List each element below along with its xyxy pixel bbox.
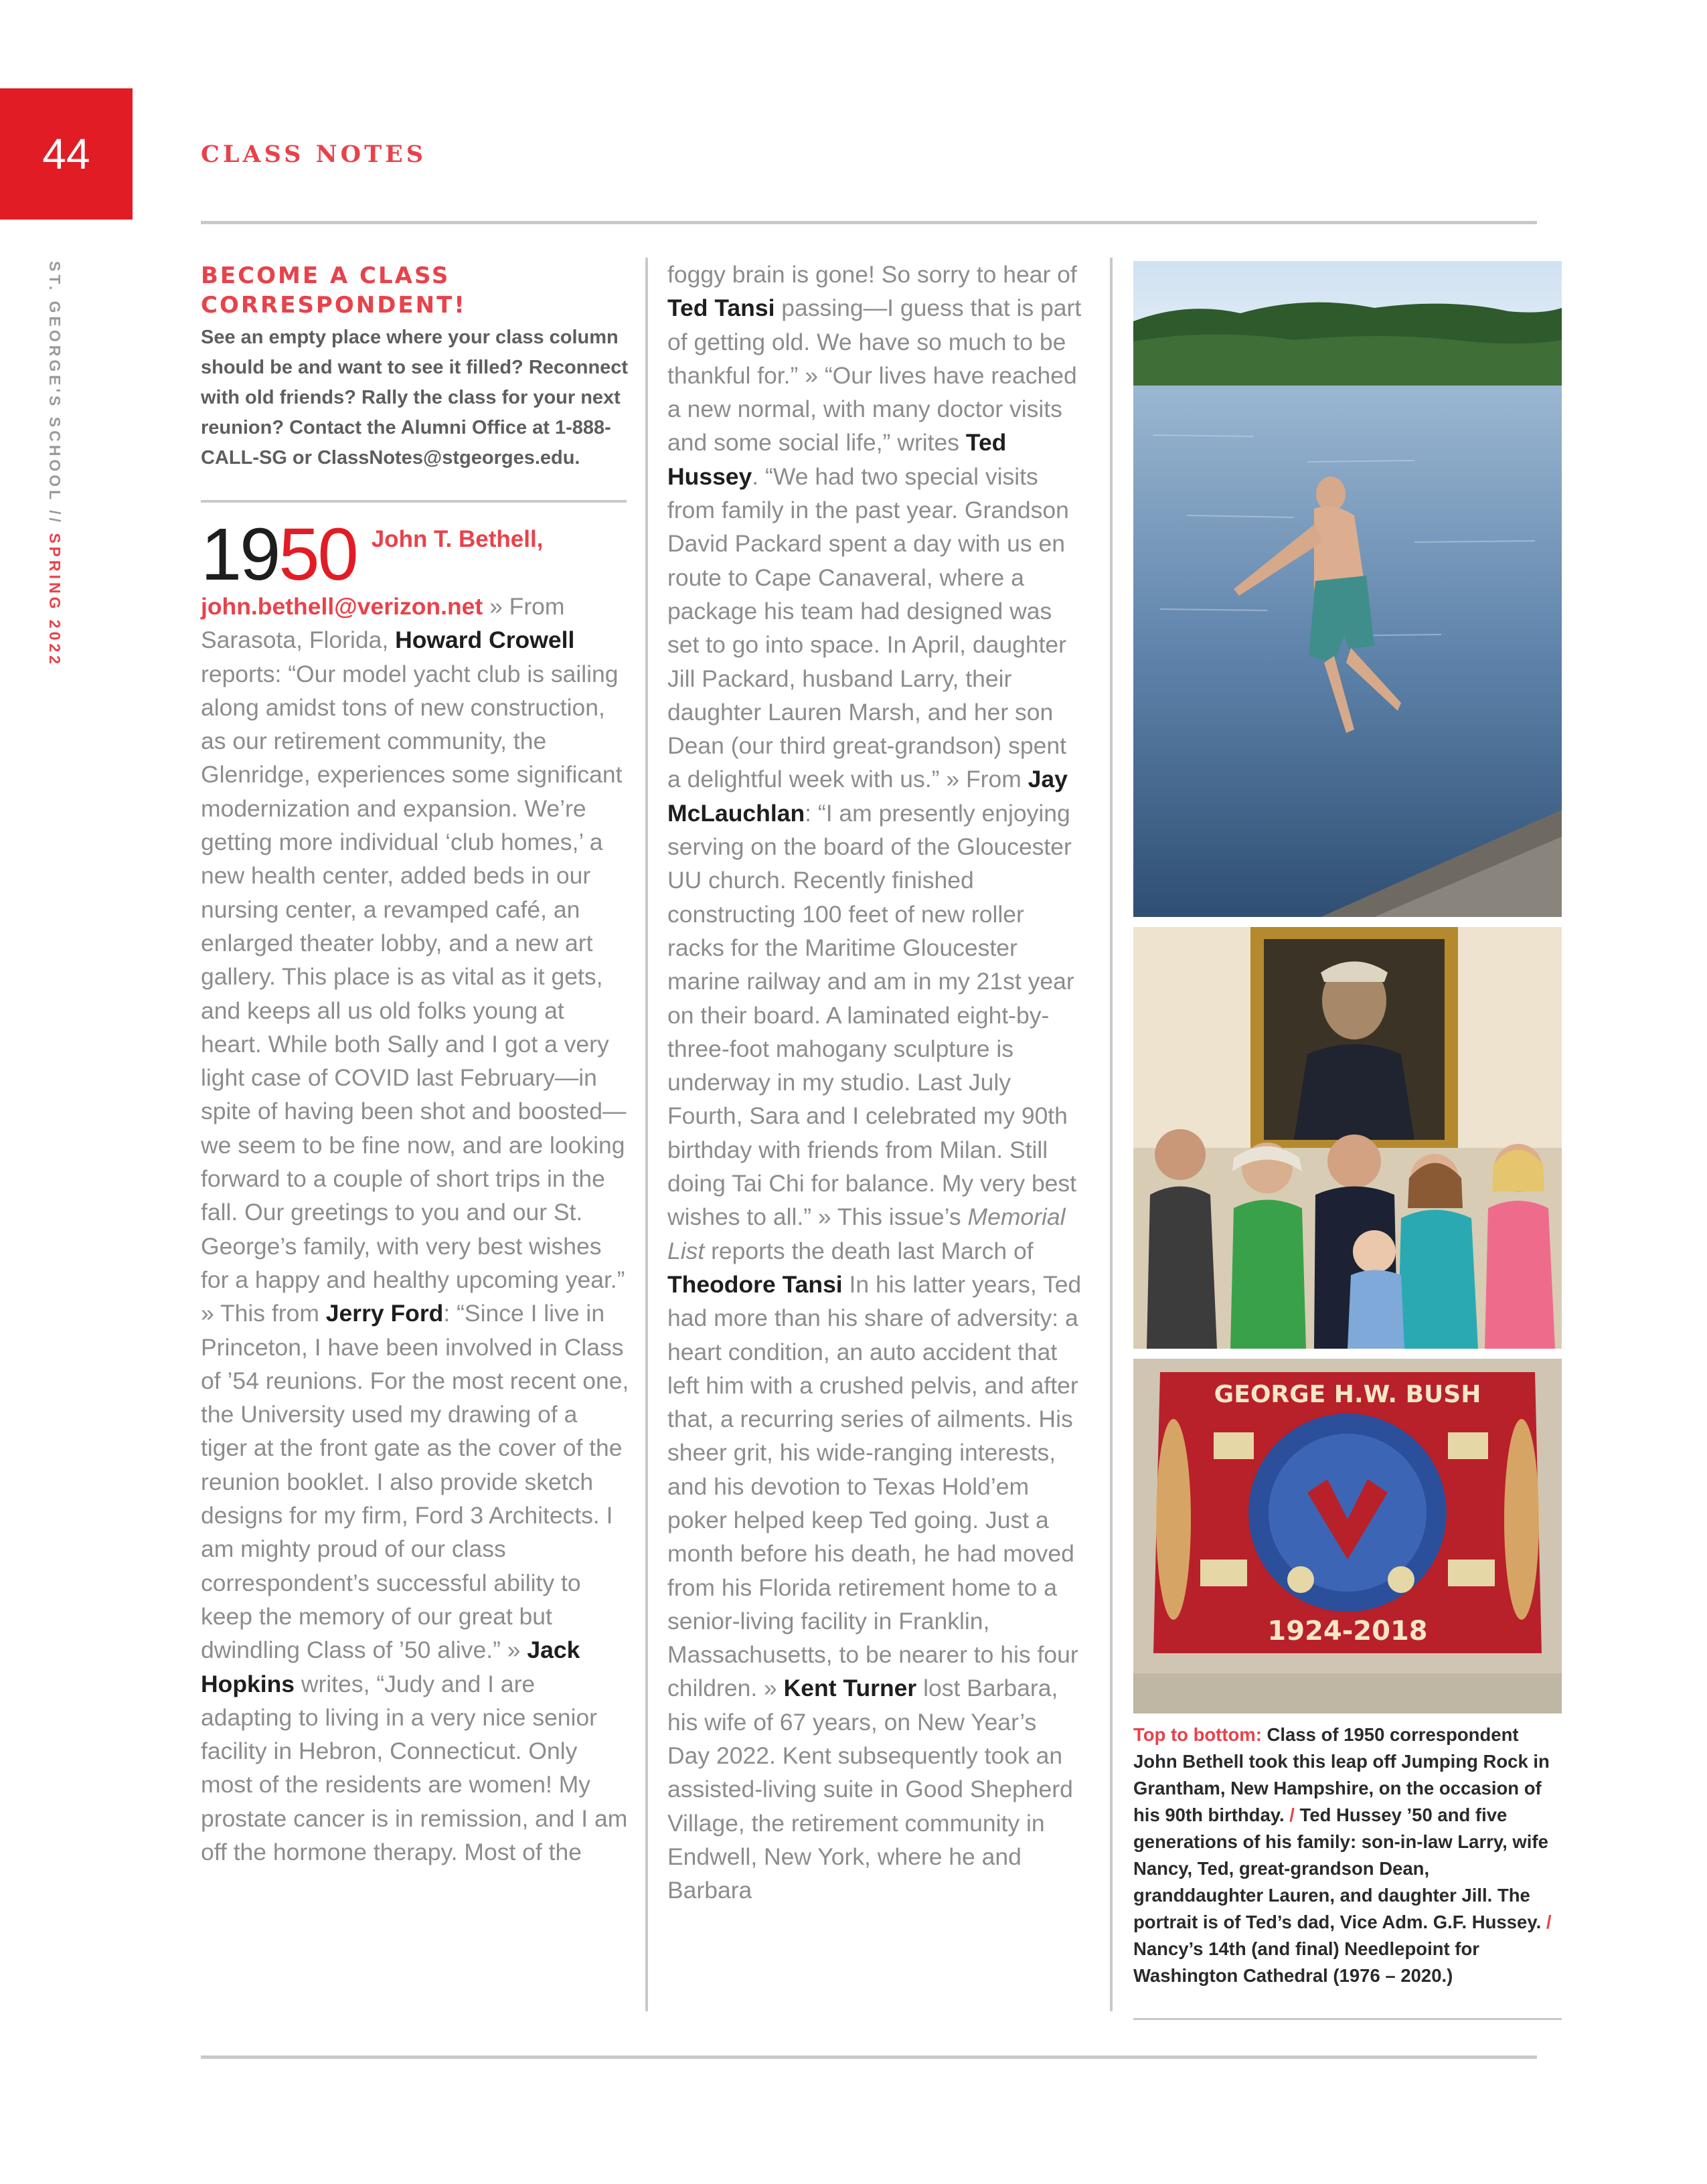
- class-heading: [201, 513, 629, 596]
- class-year-prefix: 19: [201, 513, 279, 596]
- correspondent-name: John T. Bethell,: [371, 526, 544, 552]
- classmate-name: Jerry Ford: [325, 1300, 444, 1327]
- column-1: [201, 261, 629, 1869]
- column-divider: [645, 258, 648, 2011]
- caption-lead: Top to bottom:: [1133, 1724, 1262, 1745]
- classmate-name: Jack Hopkins: [201, 1636, 580, 1697]
- needlepoint-banner-text: GEORGE H.W. BUSH: [1214, 1381, 1481, 1408]
- callout-body: See an empty place where your class column should be and want to see it filled? Reconnect with old friends? Rally the class for your next reunion? Contact the Alumni Office at 1-888-CALL-SG or ClassNotes@stgeorges.edu.: [201, 327, 629, 469]
- photo-lake-jump: [1133, 261, 1562, 917]
- classmate-name: Ted Tansi: [667, 295, 775, 322]
- class-year: [201, 513, 357, 596]
- note-text: passing—I guess that is part of getting old. We have so much to be thankful for.” » “Our lives have reached a new normal, with many doctor visits and some social life,” writes: [667, 295, 1082, 456]
- column-2: [667, 258, 1082, 1908]
- note-text: reports: “Our model yacht club is sailing along amidst tons of new construction, as our retirement community, the Glenridge, experiences some significant modernization and expansion. We’re getting more individual ‘club homes,’ a new health center, added beds in our nursing center, a revamped café, an enlarged theater lobby, and a new art gallery. This place is as vital as it gets, and keeps all us old folks young at heart. While both Sally and I got a very light case of COVID last February—in spite of having been shot and boosted—we seem to be fine now, and are looking forward to a couple of short trips in the fall. Our greetings to you and our St. George’s family, with very best wishes for a happy and healthy upcoming year.” » This from: [201, 660, 627, 1327]
- classmate-name: Theodore Tansi: [667, 1270, 843, 1298]
- note-text: reports the death last March of: [704, 1237, 1034, 1264]
- issue-label: SPRING 2022: [46, 533, 64, 668]
- note-text: writes, “Judy and I are adapting to living in a very nice senior facility in Hebron, Connecticut. Only most of the residents are women! My prostate cancer is in remission, and I am off the hormone therapy. Most of the: [201, 1670, 628, 1865]
- header-rule: [201, 221, 1537, 224]
- note-text: : “Since I live in Princeton, I have been involved in Class of ’54 reunions. For the most recent one, the University used my drawing of a tiger at the front gate as the cover of the reunion booklet. I also provide sketch designs for my firm, Ford 3 Architects. I am mighty proud of our class correspondent’s successful ability to keep the memory of our great but dwindling Class of ’50 alive.” »: [201, 1300, 629, 1664]
- side-separator: //: [46, 510, 64, 525]
- caption-rule: [1133, 2018, 1562, 2020]
- photo-caption: [1133, 1721, 1562, 1989]
- caption-part: Nancy’s 14th (and final) Needlepoint for Washington Cathedral (1976 – 2020.): [1133, 1938, 1479, 1986]
- caption-part: Ted Hussey ’50 and five generations of his family: son-in-law Larry, wife Nancy, Ted, great-grandson Dean, granddaughter Lauren, and daughter Jill. The portrait is of Ted’s dad, Vice Adm. G.F. Hussey.: [1133, 1804, 1548, 1932]
- class-year-suffix: 50: [278, 513, 357, 596]
- caption-part: Class of 1950 correspondent John Bethell took this leap off Jumping Rock in Grantham, New Hampshire, on the occasion of his 90th birthday.: [1133, 1724, 1550, 1825]
- class-note-text-1: [201, 590, 629, 1869]
- classmate-name: Howard Crowell: [395, 626, 575, 654]
- photo-family-portrait: [1133, 927, 1562, 1349]
- classmate-name: Ted Hussey: [667, 429, 1007, 490]
- note-text: : “I am presently enjoying serving on the board of the Gloucester UU church. Recently finished constructing 100 feet of new roller racks for the Maritime Gloucester marine railway and am in my 21st year on their board. A laminated eight-by-three-foot mahogany sculpture is underway in my studio. Last July Fourth, Sara and I celebrated my 90th birthday with friends from Milan. Still doing Tai Chi for balance. My very best wishes to all.” » This issue’s: [667, 799, 1077, 1231]
- correspondent-email[interactable]: john.bethell@verizon.net: [201, 593, 483, 620]
- note-text: foggy brain is gone! So sorry to hear of: [667, 261, 1077, 288]
- callout-heading: BECOME A CLASS CORRESPONDENT!: [201, 262, 467, 319]
- note-text: » From Sarasota, Florida,: [201, 593, 565, 654]
- needlepoint-years: 1924-2018: [1267, 1616, 1428, 1647]
- column-divider: [1110, 258, 1113, 2011]
- publication-name: ST. GEORGE'S SCHOOL: [46, 261, 64, 503]
- photo-needlepoint: [1133, 1359, 1562, 1713]
- note-text: lost Barbara, his wife of 67 years, on New Year’s Day 2022. Kent subsequently took an assisted-living suite in Good Shepherd Village, the retirement community in Endwell, New York, where he and Barbara: [667, 1675, 1073, 1904]
- section-label: CLASS NOTES: [201, 141, 427, 168]
- caption-separator: /: [1289, 1804, 1295, 1825]
- memorial-list-reference: Memorial List: [667, 1203, 1066, 1264]
- callout-divider: [201, 500, 627, 503]
- note-text: In his latter years, Ted had more than his share of adversity: a heart condition, an auto accident that left him with a crushed pelvis, and after that, a recurring series of ailments. His sheer grit, his wide-ranging interests, and his devotion to Texas Hold’em poker helped keep Ted going. Just a month before his death, he had moved from his Florida retirement home to a senior-living facility in Franklin, Massachusetts, to be nearer to his four children. »: [667, 1270, 1082, 1702]
- page-number: 44: [0, 88, 133, 220]
- family-illustration: [1133, 927, 1562, 1349]
- note-text: . “We had two special visits from family in the past year. Grandson David Packard spent a day with us en route to Cape Canaveral, where a package his team had designed was set to go into space. In April, daughter Jill Packard, husband Larry, their daughter Lauren Marsh, and her son Dean (our third great-grandson) spent a delightful week with us.” » From: [667, 463, 1069, 793]
- lake-jump-illustration: [1133, 261, 1562, 917]
- footer-rule: [201, 2055, 1537, 2059]
- class-note-text-2: [667, 258, 1082, 1908]
- correspondent: [372, 520, 544, 556]
- classmate-name: Kent Turner: [783, 1675, 917, 1702]
- caption-separator: /: [1546, 1912, 1552, 1932]
- vertical-publication-label: [46, 261, 64, 667]
- classmate-name: Jay McLauchlan: [667, 766, 1068, 827]
- correspondent-callout: [201, 261, 629, 473]
- needlepoint-illustration: [1133, 1359, 1562, 1713]
